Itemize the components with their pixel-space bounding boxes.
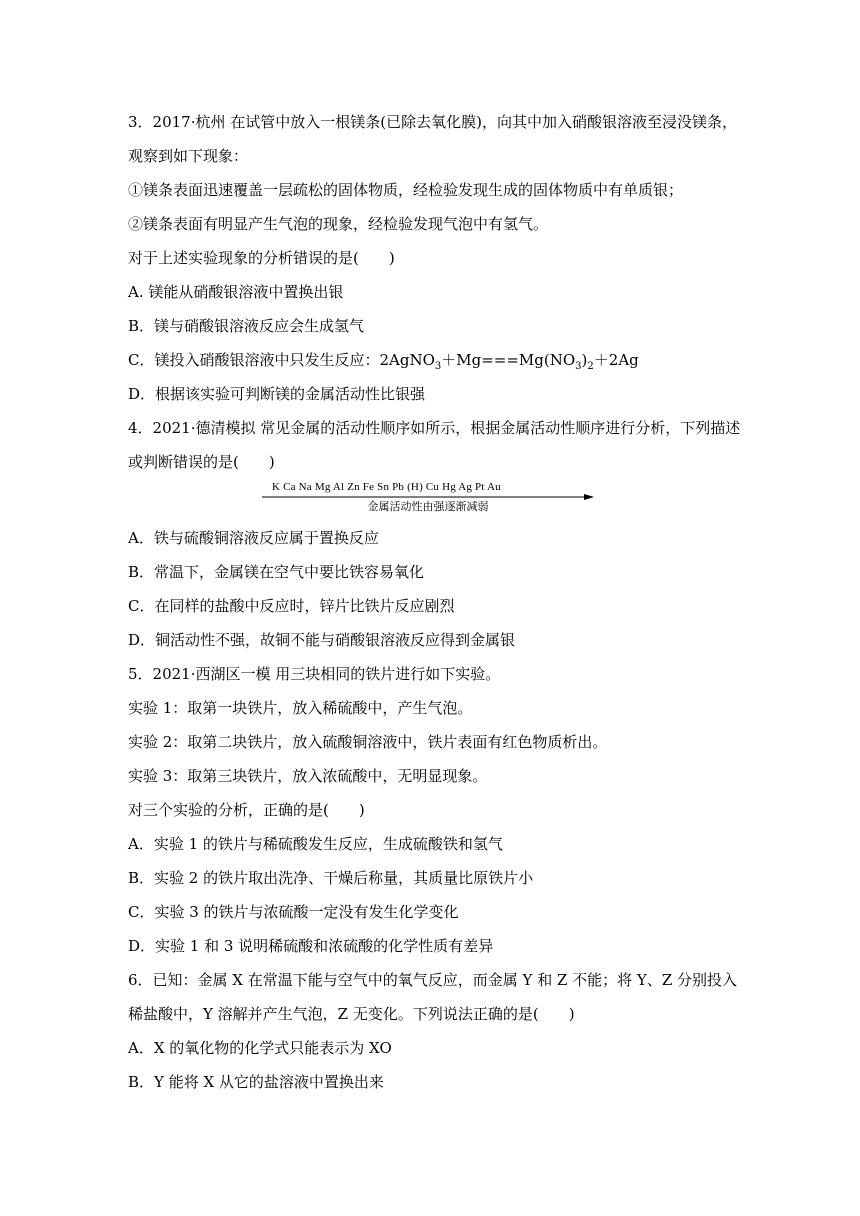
- q3-head: 3．2017·杭州 在试管中放入一根镁条(已除去氧化膜)，向其中加入硝酸银溶液至浸没镁条，: [128, 113, 737, 131]
- q3-option-c-mid: ＋Mg===Mg(NO: [441, 351, 576, 369]
- q6-head: 6．已知：金属 X 在常温下能与空气中的氧气反应，而金属 Y 和 Z 不能；将 Y、Z 分别投入: [128, 971, 738, 989]
- q5-option-b: B．实验 2 的铁片取出洗净、干燥后称量，其质量比原铁片小: [128, 869, 534, 887]
- q3-option-b: B．镁与硝酸银溶液反应会生成氢气: [128, 317, 365, 335]
- q3-option-c-post: ＋2Ag: [593, 351, 639, 369]
- q4-option-c: C．在同样的盐酸中反应时，锌片比铁片反应剧烈: [128, 597, 455, 615]
- activity-series-metals: K Ca Na Mg Al Zn Fe Sn Pb (H) Cu Hg Ag Pt Au: [272, 481, 501, 493]
- q4-option-a: A．铁与硫酸铜溶液反应属于置换反应: [128, 529, 379, 547]
- q3-option-c-sub1: 3: [434, 361, 442, 372]
- q3-prompt: 对于上述实验现象的分析错误的是( ): [128, 249, 395, 267]
- q3-option-c-mid2: ): [581, 351, 588, 369]
- q3-option-a: A. 镁能从硝酸银溶液中置换出银: [128, 283, 344, 301]
- q5-prompt: 对三个实验的分析，正确的是( ): [128, 801, 365, 819]
- q3-option-c-sub2: 3: [575, 361, 582, 372]
- q5-experiment-1: 实验 1：取第一块铁片，放入稀硫酸中，产生气泡。: [128, 699, 473, 717]
- q4-option-d: D．铜活动性不强，故铜不能与硝酸银溶液反应得到金属银: [128, 631, 516, 649]
- q4-option-b: B．常温下，金属镁在空气中要比铁容易氧化: [128, 563, 425, 581]
- q3-head-cont: 观察到如下现象：: [128, 147, 249, 165]
- q3-option-c-sub3: 2: [587, 361, 594, 372]
- q3-observation-1: ①镁条表面迅速覆盖一层疏松的固体物质，经检验发现生成的固体物质中有单质银；: [128, 181, 684, 199]
- activity-series-caption: 金属活动性由强逐渐减弱: [367, 500, 489, 513]
- q3-option-c: [128, 350, 748, 370]
- activity-series-figure: [262, 480, 594, 516]
- q5-option-a: A．实验 1 的铁片与稀硫酸发生反应，生成硫酸铁和氢气: [128, 835, 503, 853]
- q3-observation-2: ②镁条表面有明显产生气泡的现象，经检验发现气泡中有氢气。: [128, 215, 549, 233]
- q6-option-b: B．Y 能将 X 从它的盐溶液中置换出来: [128, 1073, 384, 1091]
- q3-option-c-pre: C．镁投入硝酸银溶液中只发生反应：2AgNO: [128, 351, 435, 369]
- q6-option-a: A．X 的氧化物的化学式只能表示为 XO: [128, 1039, 392, 1057]
- q5-head: 5．2021·西湖区一模 用三块相同的铁片进行如下实验。: [128, 665, 501, 683]
- q6-head-cont: 稀盐酸中，Y 溶解并产生气泡，Z 无变化。下列说法正确的是( ): [128, 1005, 575, 1023]
- q3-option-d: D．根据该实验可判断镁的金属活动性比银强: [128, 385, 426, 403]
- q5-experiment-2: 实验 2：取第二块铁片，放入硫酸铜溶液中，铁片表面有红色物质析出。: [128, 733, 608, 751]
- q5-option-c: C．实验 3 的铁片与浓硫酸一定没有发生化学变化: [128, 903, 459, 921]
- q5-option-d: D．实验 1 和 3 说明稀硫酸和浓硫酸的化学性质有差异: [128, 937, 494, 955]
- q4-head-cont: 或判断错误的是( ): [128, 453, 275, 471]
- q5-experiment-3: 实验 3：取第三块铁片，放入浓硫酸中，无明显现象。: [128, 767, 488, 785]
- q4-head: 4．2021·德清模拟 常见金属的活动性顺序如所示，根据金属活动性顺序进行分析，下列描述: [128, 419, 741, 437]
